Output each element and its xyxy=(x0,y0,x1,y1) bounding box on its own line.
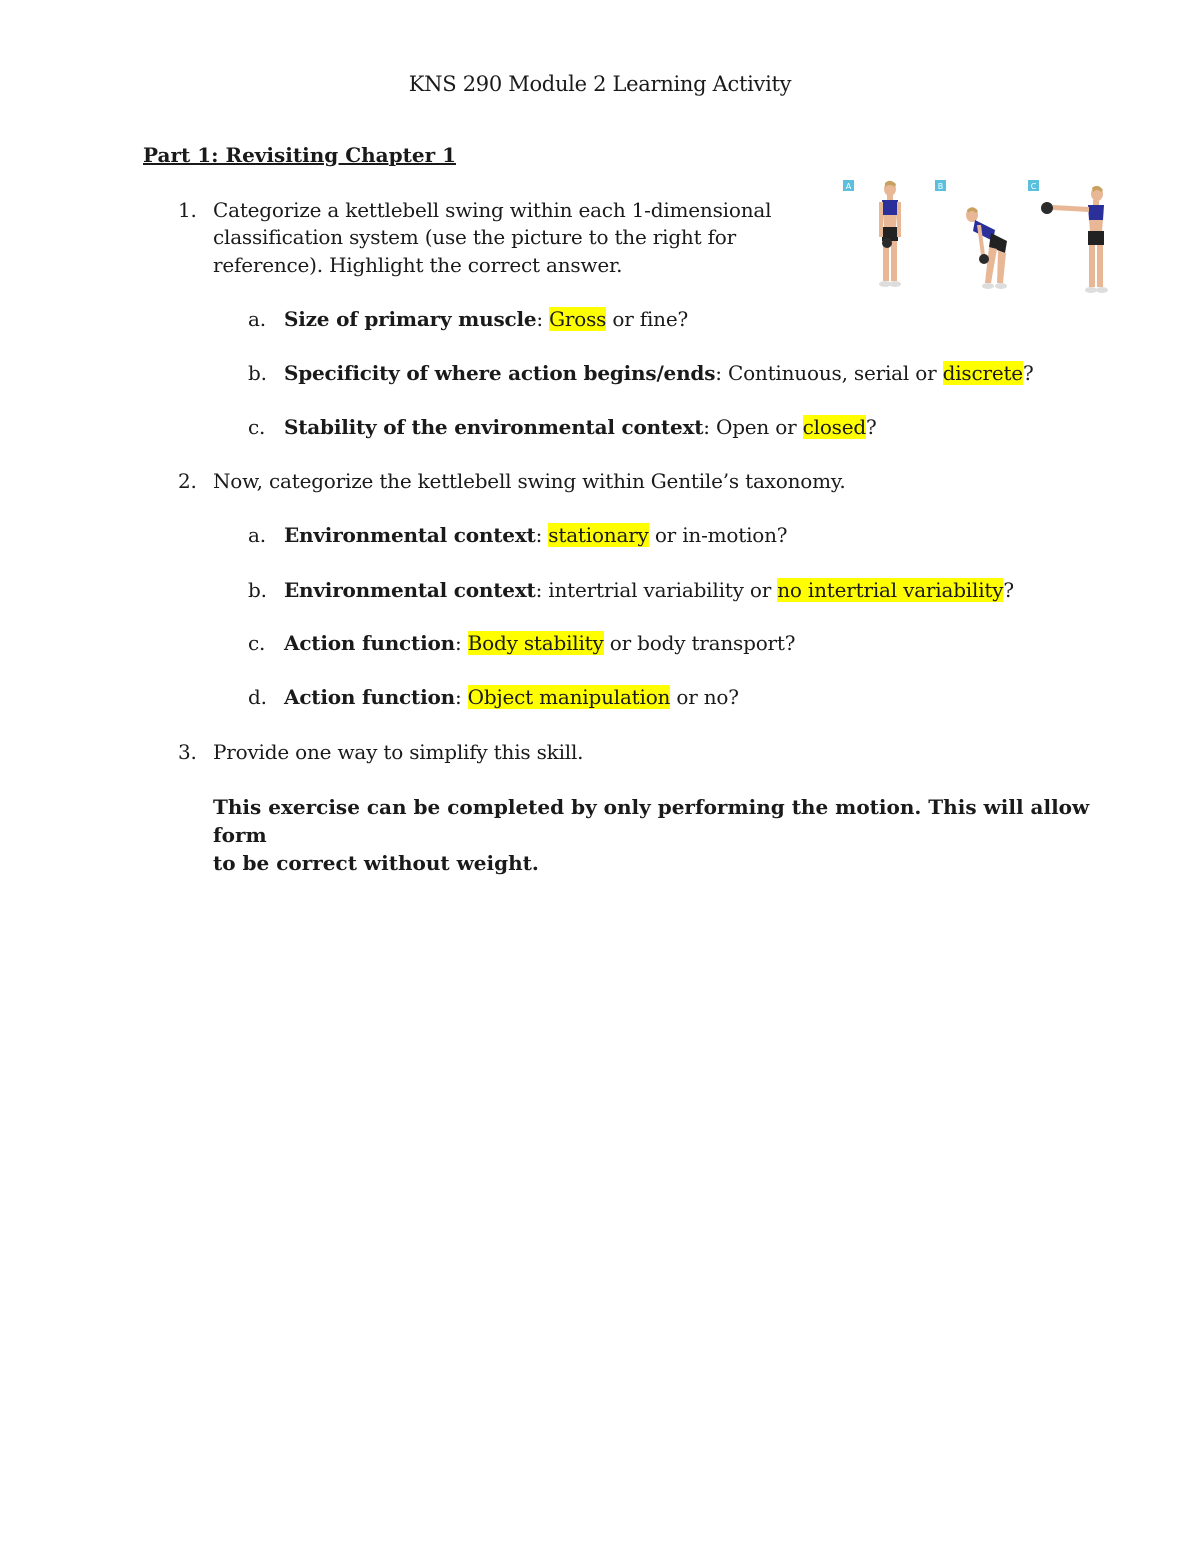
q2b-rest: ? xyxy=(1003,578,1014,602)
figure-c-extended xyxy=(1041,186,1108,293)
q1a-item xyxy=(284,307,688,331)
q2-number: 2. xyxy=(178,469,197,493)
figure-b-hinge xyxy=(966,207,1007,289)
q2c-rest: or body transport? xyxy=(603,631,796,655)
q1b-rest: ? xyxy=(1022,361,1034,385)
figure-a-standing xyxy=(879,181,901,287)
q3-text: Provide one way to simplify this skill. xyxy=(213,740,584,764)
q2a-item xyxy=(284,523,787,547)
q2d-item xyxy=(284,685,739,709)
q1c-item xyxy=(284,415,877,439)
q2d-highlighted-answer: Object manipulation xyxy=(467,685,671,709)
q1a-sep: : xyxy=(536,307,550,331)
figure-label-b xyxy=(935,180,946,191)
q2a-highlighted-answer: stationary xyxy=(548,523,649,547)
q2-text: Now, categorize the kettlebell swing within Gentile’s taxonomy. xyxy=(213,469,846,493)
part-heading: Part 1: Revisiting Chapter 1 xyxy=(143,143,456,167)
q2c-sep: : xyxy=(454,631,468,655)
q1-text-line-2: classification system (use the picture to the right for xyxy=(213,225,737,249)
q2b-sep: : xyxy=(535,578,549,602)
q3-answer xyxy=(213,793,1093,877)
document-title: KNS 290 Module 2 Learning Activity xyxy=(408,72,792,96)
q3-number: 3. xyxy=(178,740,197,764)
q2c-label: Action function xyxy=(284,631,455,655)
q1b-letter: b. xyxy=(248,361,267,385)
q2b-item xyxy=(284,578,1014,602)
q2d-sep: : xyxy=(454,685,468,709)
q2b-pre: intertrial variability or xyxy=(548,578,778,602)
q1b-highlighted-answer: discrete xyxy=(942,361,1023,385)
q2b-letter: b. xyxy=(248,578,267,602)
q1a-highlighted-answer: Gross xyxy=(549,307,607,331)
q1c-sep: : xyxy=(703,415,716,439)
q3-answer-line-1: This exercise can be completed by only performing the motion. This will allow form xyxy=(213,795,1090,847)
q2b-highlighted-answer: no intertrial variability xyxy=(777,578,1004,602)
q2a-rest: or in-motion? xyxy=(648,523,788,547)
q1a-rest: or fine? xyxy=(606,307,688,331)
q1-text-line-1: Categorize a kettlebell swing within each 1-dimensional xyxy=(213,198,772,222)
q2d-rest: or no? xyxy=(670,685,739,709)
svg-text:B: B xyxy=(937,182,944,191)
q1a-letter: a. xyxy=(248,307,266,331)
q2a-letter: a. xyxy=(248,523,266,547)
q1a-label: Size of primary muscle xyxy=(284,307,537,331)
q1c-highlighted-answer: closed xyxy=(802,415,866,439)
q2a-label: Environmental context xyxy=(284,523,536,547)
q2b-label: Environmental context xyxy=(284,578,536,602)
q2d-label: Action function xyxy=(284,685,455,709)
q2c-item xyxy=(284,631,795,655)
q1c-pre: Open or xyxy=(716,415,803,439)
q2c-highlighted-answer: Body stability xyxy=(467,631,604,655)
q1b-sep: : xyxy=(715,361,728,385)
figure-label-a xyxy=(843,180,854,191)
figure-label-c xyxy=(1028,180,1039,191)
q2a-sep: : xyxy=(535,523,549,547)
q1-text-line-3: reference). Highlight the correct answer. xyxy=(213,253,623,277)
q1b-label: Specificity of where action begins/ends xyxy=(284,361,716,385)
q1c-label: Stability of the environmental context xyxy=(284,415,704,439)
svg-text:A: A xyxy=(845,182,852,191)
q1b-item xyxy=(284,361,1033,385)
q1c-rest: ? xyxy=(865,415,877,439)
q1-number: 1. xyxy=(178,198,197,222)
q1b-pre: Continuous, serial or xyxy=(727,361,943,385)
q3-answer-line-2: to be correct without weight. xyxy=(213,851,539,875)
q2c-letter: c. xyxy=(248,631,266,655)
kettlebell-swing-figure xyxy=(835,175,1125,315)
q1c-letter: c. xyxy=(248,415,266,439)
svg-text:C: C xyxy=(1030,182,1037,191)
q2d-letter: d. xyxy=(248,685,267,709)
